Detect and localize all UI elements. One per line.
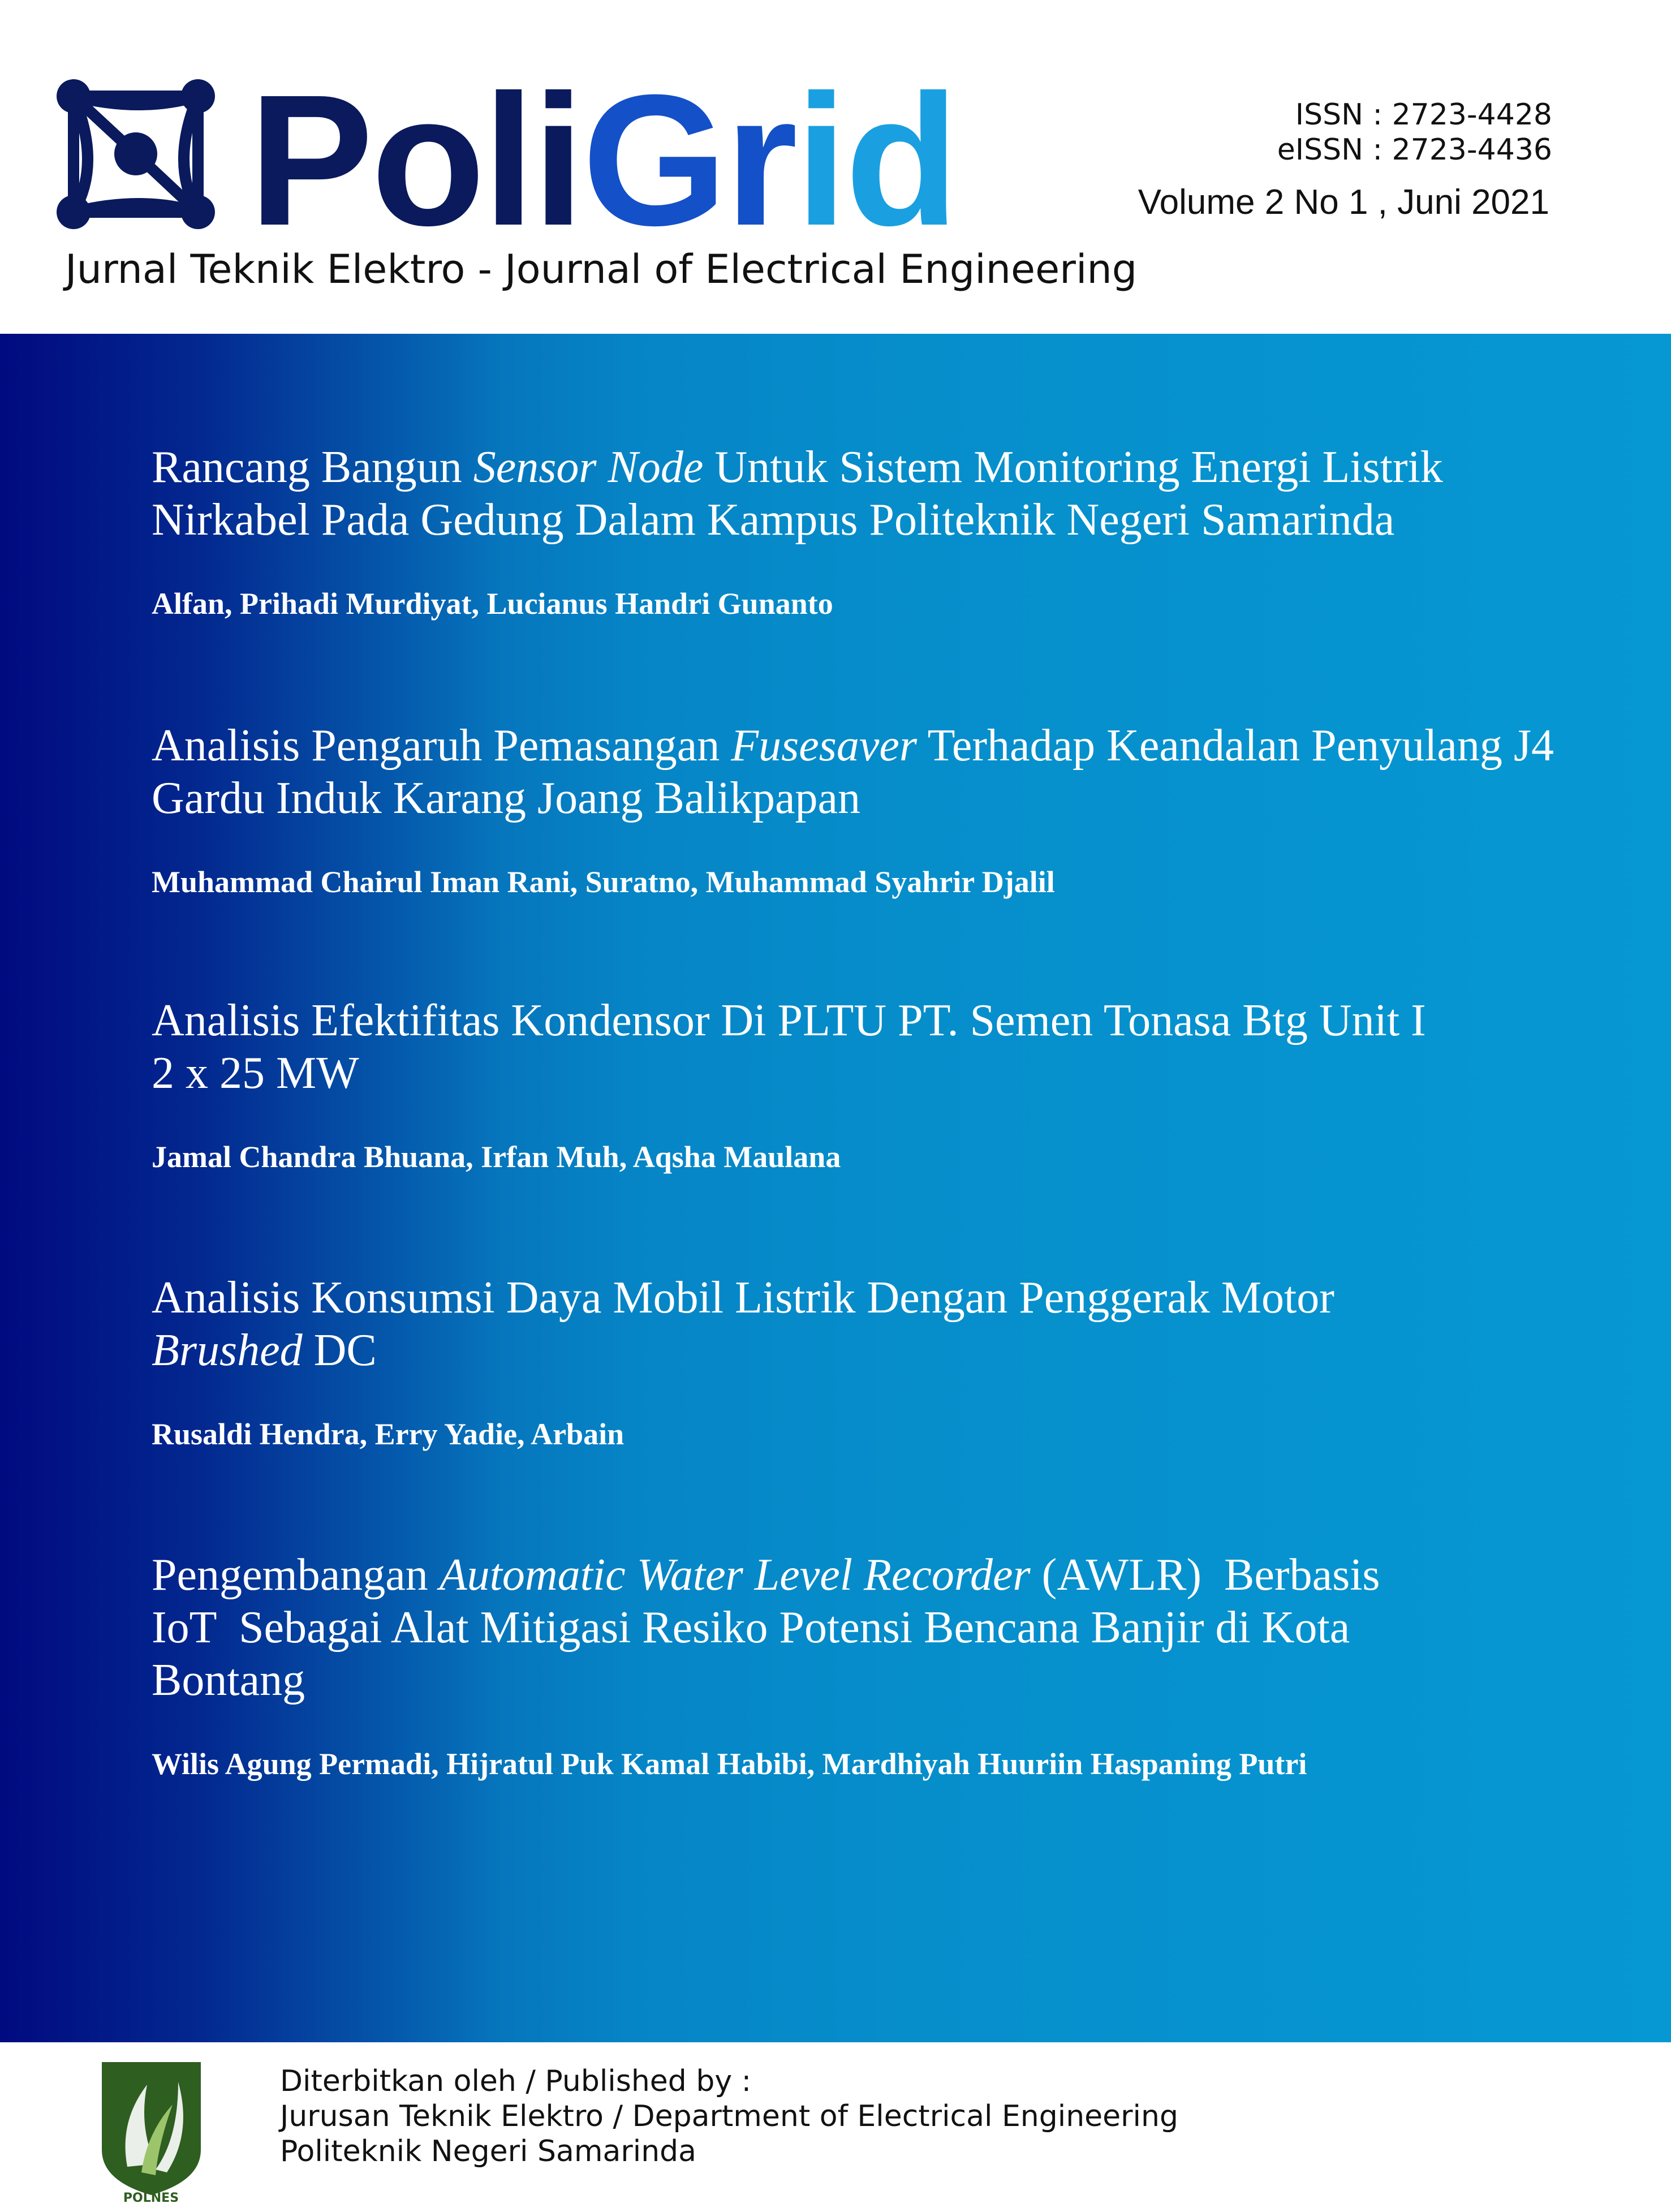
- article-1: [152, 441, 1577, 621]
- title-italic-segment: Sensor Node: [473, 442, 704, 492]
- article-authors: Wilis Agung Permadi, Hijratul Puk Kamal Habibi, Mardhiyah Huuriin Haspaning Putri: [152, 1747, 1307, 1781]
- publisher-info: [280, 2064, 1178, 2169]
- title-line: IoT Sebagai Alat Mitigasi Resiko Potensi Bencana Banjir di Kota: [152, 1603, 1350, 1652]
- title-segment: Pengembangan: [152, 1550, 440, 1600]
- title-line: 2 x 25 MW: [152, 1048, 359, 1098]
- article-authors: Alfan, Prihadi Murdiyat, Lucianus Handri Gunanto: [152, 587, 833, 621]
- article-2: [152, 720, 1577, 900]
- journal-header: [0, 0, 1671, 334]
- title-line: Analisis Konsumsi Daya Mobil Listrik Dengan Penggerak Motor: [152, 1273, 1334, 1323]
- brand-part-gr: Gr: [582, 55, 796, 264]
- article-title: [152, 1272, 1577, 1377]
- journal-subtitle: Jurnal Teknik Elektro - Journal of Electrical Engineering: [65, 246, 1138, 292]
- article-title: [152, 720, 1577, 825]
- published-by-label: Diterbitkan oleh / Published by :: [280, 2064, 752, 2098]
- title-line: [152, 1549, 1577, 1602]
- issn-block: [1277, 97, 1552, 167]
- eissn-text: eISSN : 2723-4436: [1277, 133, 1552, 167]
- brand-part-id: id: [795, 55, 957, 264]
- article-authors: Rusaldi Hendra, Erry Yadie, Arbain: [152, 1417, 625, 1451]
- institution-name: Politeknik Negeri Samarinda: [280, 2134, 697, 2168]
- title-segment: (AWLR) Berbasis: [1030, 1550, 1380, 1600]
- polnes-logo-icon: [93, 2054, 209, 2204]
- article-authors: Muhammad Chairul Iman Rani, Suratno, Muhammad Syahrir Djalil: [152, 865, 1055, 899]
- title-line: Bontang: [152, 1655, 305, 1705]
- article-3: [152, 995, 1577, 1174]
- department-name: Jurusan Teknik Elektro / Department of Electrical Engineering: [280, 2099, 1178, 2133]
- journal-logo-title: [249, 55, 957, 264]
- title-segment: Terhadap Keandalan Penyulang J4 Gardu Induk Karang Joang Balikpapan: [152, 721, 1554, 823]
- article-title: [152, 995, 1577, 1100]
- issn-text: ISSN : 2723-4428: [1295, 98, 1552, 132]
- grid-network-logo-icon: [57, 79, 215, 229]
- article-4: [152, 1272, 1577, 1452]
- title-line: Analisis Efektifitas Kondensor Di PLTU PT. Semen Tonasa Btg Unit I: [152, 996, 1426, 1045]
- title-segment: Rancang Bangun: [152, 442, 473, 492]
- article-5: [152, 1549, 1577, 1781]
- title-italic-segment: Automatic Water Level Recorder: [439, 1550, 1031, 1600]
- polnes-logo-text: POLNES: [123, 2191, 179, 2204]
- title-segment: DC: [302, 1326, 377, 1375]
- title-italic-segment: Brushed: [152, 1326, 303, 1375]
- title-italic-segment: Fusesaver: [731, 721, 918, 771]
- article-title: [152, 441, 1577, 546]
- title-segment: Untuk Sistem Monitoring Energi Listrik Nirkabel Pada Gedung Dalam Kampus Politeknik Negeri Samarinda: [152, 442, 1443, 545]
- title-line: [152, 1324, 1577, 1377]
- volume-issue: Volume 2 No 1 , Juni 2021: [1138, 183, 1549, 222]
- brand-part-poli: Poli: [249, 55, 583, 264]
- article-title: [152, 1549, 1577, 1707]
- article-authors: Jamal Chandra Bhuana, Irfan Muh, Aqsha Maulana: [152, 1140, 841, 1174]
- title-segment: Analisis Pengaruh Pemasangan: [152, 721, 731, 771]
